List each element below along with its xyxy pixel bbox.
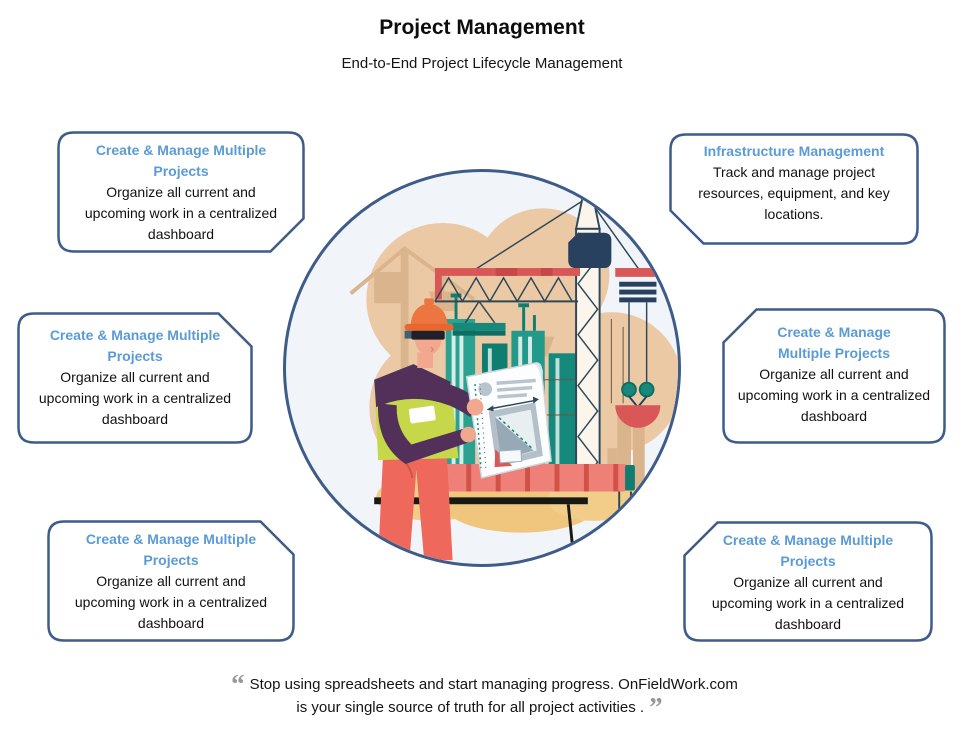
close-quote-mark: ” — [649, 692, 663, 722]
callout-body: Organize all current and upcoming work in a centralized dashboard — [38, 369, 232, 427]
open-quote-mark: “ — [231, 669, 245, 699]
blueprint-graphic — [466, 362, 552, 478]
callout-bottom-right — [683, 521, 933, 642]
construction-illustration — [286, 172, 678, 564]
callout-body: Organize all current and upcoming work in a centralized dashboard — [74, 573, 268, 631]
center-circle — [283, 169, 681, 567]
callout-top-left — [57, 131, 305, 253]
closing-quote — [0, 669, 964, 722]
page-title: Project Management — [379, 16, 585, 39]
callout-body: Organize all current and upcoming work in a centralized dashboard — [737, 366, 931, 424]
callout-title: Create & Manage Multiple Projects — [49, 327, 221, 364]
quote-line-1 — [0, 669, 964, 699]
quote-text-2: is your single source of truth for all project activities . — [296, 699, 645, 716]
page-subtitle: End-to-End Project Lifecycle Management — [341, 55, 623, 72]
callout-top-right — [669, 133, 919, 245]
callout-middle-left — [17, 312, 253, 444]
callout-title: Create & Manage Multiple Projects — [777, 324, 891, 361]
callout-body: Track and manage project resources, equipment, and key locations. — [698, 164, 890, 222]
callout-bottom-left — [47, 520, 295, 642]
quote-text-1: Stop using spreadsheets and start managing progress. OnFieldWork.com — [249, 676, 738, 693]
pipes-graphic — [429, 464, 635, 491]
callout-title: Create & Manage Multiple Projects — [85, 531, 257, 568]
callout-body: Organize all current and upcoming work in a centralized dashboard — [84, 184, 278, 242]
callout-title: Create & Manage Multiple Projects — [722, 532, 894, 569]
callout-body: Organize all current and upcoming work in a centralized dashboard — [711, 574, 905, 632]
callout-title: Create & Manage Multiple Projects — [95, 142, 267, 179]
callout-title: Infrastructure Management — [703, 143, 885, 159]
callout-middle-right — [722, 308, 946, 444]
quote-line-2 — [0, 692, 964, 722]
